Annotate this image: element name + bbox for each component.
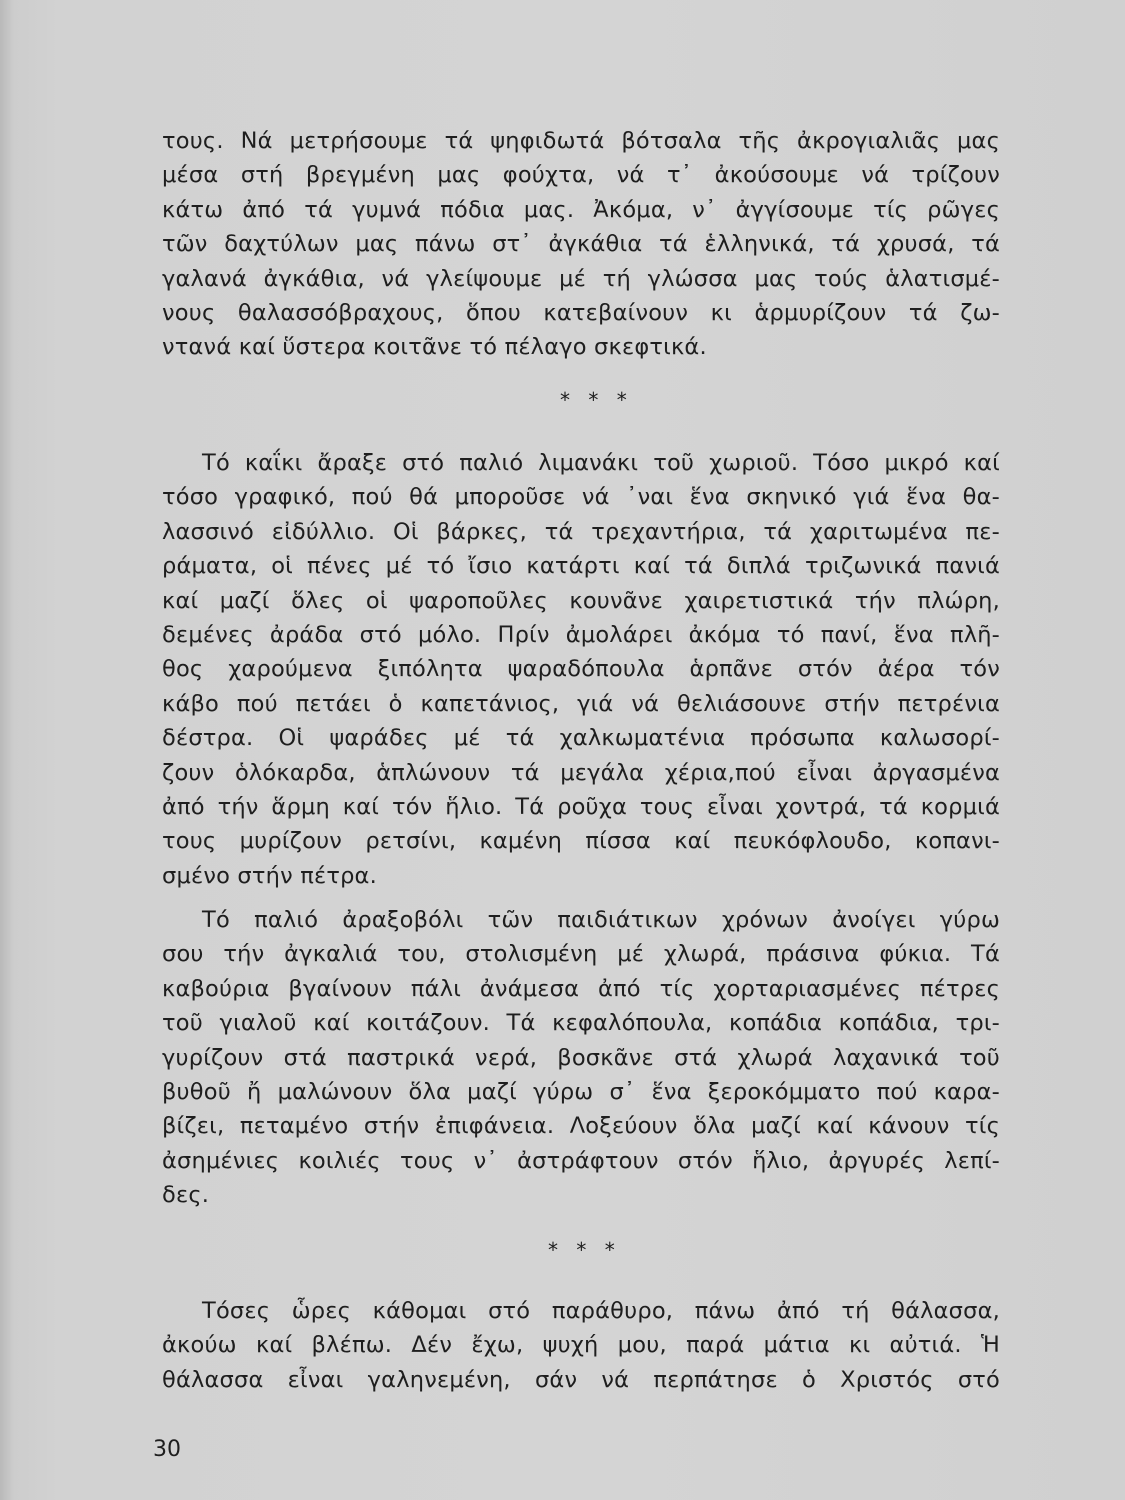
- text-line: τους μυρίζουν ρετσίνι, καμένη πίσσα καί πευκόφλουδο, κοπανι-: [162, 828, 1000, 855]
- text-line: σμένο στήν πέτρα.: [162, 862, 377, 889]
- text-line: βυθοῦ ἤ μαλώνουν ὅλα μαζί γύρω σ᾽ ἕνα ξεροκόμματο πού καρα-: [162, 1079, 1000, 1106]
- text-line: τόσο γραφικό, πού θά μποροῦσε νά ᾽ναι ἕνα σκηνικό γιά ἕνα θα-: [162, 484, 1000, 511]
- text-line: θος χαρούμενα ξιπόλητα ψαραδόπουλα ἁρπᾶνε στόν ἀέρα τόν: [162, 656, 1000, 683]
- text-line: ράματα, οἱ πένες μέ τό ἴσιο κατάρτι καί τά διπλά τριζωνικά πανιά: [162, 553, 1000, 580]
- text-line: τοῦ γιαλοῦ καί κοιτάζουν. Τά κεφαλόπουλα, κοπάδια κοπάδια, τρι-: [162, 1010, 1000, 1037]
- text-line: δέστρα. Οἱ ψαράδες μέ τά χαλκωματένια πρόσωπα καλωσορί-: [162, 725, 1000, 752]
- section-1-text: [162, 124, 1000, 365]
- text-line: ντανά καί ὕστερα κοιτᾶνε τό πέλαγο σκεφτικά.: [162, 334, 707, 361]
- section-divider: * * *: [548, 1238, 621, 1262]
- text-line: τους. Νά μετρήσουμε τά ψηφιδωτά βότσαλα τῆς ἀκρογιαλιᾶς μας: [162, 128, 1000, 154]
- text-line: νους θαλασσόβραχους, ὅπου κατεβαίνουν κι ἁρμυρίζουν τά ζω-: [162, 300, 1000, 327]
- text-line: Τό παλιό ἀραξοβόλι τῶν παιδιάτικων χρόνων ἀνοίγει γύρω: [202, 907, 1000, 933]
- section-2-paragraph-1: [162, 446, 1000, 893]
- text-line: γυρίζουν στά παστρικά νερά, βοσκᾶνε στά χλωρά λαχανικά τοῦ: [162, 1044, 1000, 1071]
- text-line: ἀκούω καί βλέπω. Δέν ἔχω, ψυχή μου, παρά μάτια κι αὐτιά. Ἡ: [162, 1332, 1000, 1359]
- text-line: σου τήν ἀγκαλιά του, στολισμένη μέ χλωρά, πράσινα φύκια. Τά: [162, 941, 1000, 968]
- text-line: λασσινό εἰδύλλιο. Οἱ βάρκες, τά τρεχαντήρια, τά χαριτωμένα πε-: [162, 518, 1000, 545]
- section-2-paragraph-2: [162, 903, 1000, 1213]
- text-line: κάτω ἀπό τά γυμνά πόδια μας. Ἀκόμα, ν᾽ ἀγγίσουμε τίς ρῶγες: [162, 196, 1000, 223]
- text-line: γαλανά ἀγκάθια, νά γλείψουμε μέ τή γλώσσα μας τούς ἁλατισμέ-: [162, 265, 1000, 292]
- text-line: ἀπό τήν ἅρμη καί τόν ἥλιο. Τά ροῦχα τους εἶναι χοντρά, τά κορμιά: [162, 794, 1000, 821]
- section-3-text: [162, 1294, 1000, 1397]
- text-line: κάβο πού πετάει ὁ καπετάνιος, γιά νά θελιάσουνε στήν πετρένια: [162, 690, 1000, 717]
- text-line: Τό καΐκι ἄραξε στό παλιό λιμανάκι τοῦ χωριοῦ. Τόσο μικρό καί: [202, 450, 1000, 476]
- section-divider: * * *: [560, 388, 633, 412]
- text-line: μέσα στή βρεγμένη μας φούχτα, νά τ᾽ ἀκούσουμε νά τρίζουν: [162, 162, 1000, 189]
- text-line: ζουν ὁλόκαρδα, ἁπλώνουν τά μεγάλα χέρια,πού εἶναι ἀργασμένα: [162, 759, 1000, 786]
- text-line: ἀσημένιες κοιλιές τους ν᾽ ἀστράφτουν στόν ἥλιο, ἀργυρές λεπί-: [162, 1147, 1000, 1174]
- text-line: Τόσες ὧρες κάθομαι στό παράθυρο, πάνω ἀπό τή θάλασσα,: [202, 1298, 1000, 1324]
- text-line: καβούρια βγαίνουν πάλι ἀνάμεσα ἀπό τίς χορταριασμένες πέτρες: [162, 975, 1000, 1002]
- text-line: τῶν δαχτύλων μας πάνω στ᾽ ἀγκάθια τά ἑλληνικά, τά χρυσά, τά: [162, 231, 1000, 258]
- page-number: 30: [153, 1437, 181, 1462]
- text-line: δεμένες ἀράδα στό μόλο. Πρίν ἀμολάρει ἀκόμα τό πανί, ἕνα πλῆ-: [162, 622, 1000, 649]
- text-line: δες.: [162, 1182, 210, 1209]
- text-line: θάλασσα εἶναι γαληνεμένη, σάν νά περπάτησε ὁ Χριστός στό: [162, 1366, 1000, 1393]
- text-line: καί μαζί ὅλες οἱ ψαροποῦλες κουνᾶνε χαιρετιστικά τήν πλώρη,: [162, 587, 1000, 614]
- text-line: βίζει, πεταμένο στήν ἐπιφάνεια. Λοξεύουν ὅλα μαζί καί κάνουν τίς: [162, 1113, 1000, 1140]
